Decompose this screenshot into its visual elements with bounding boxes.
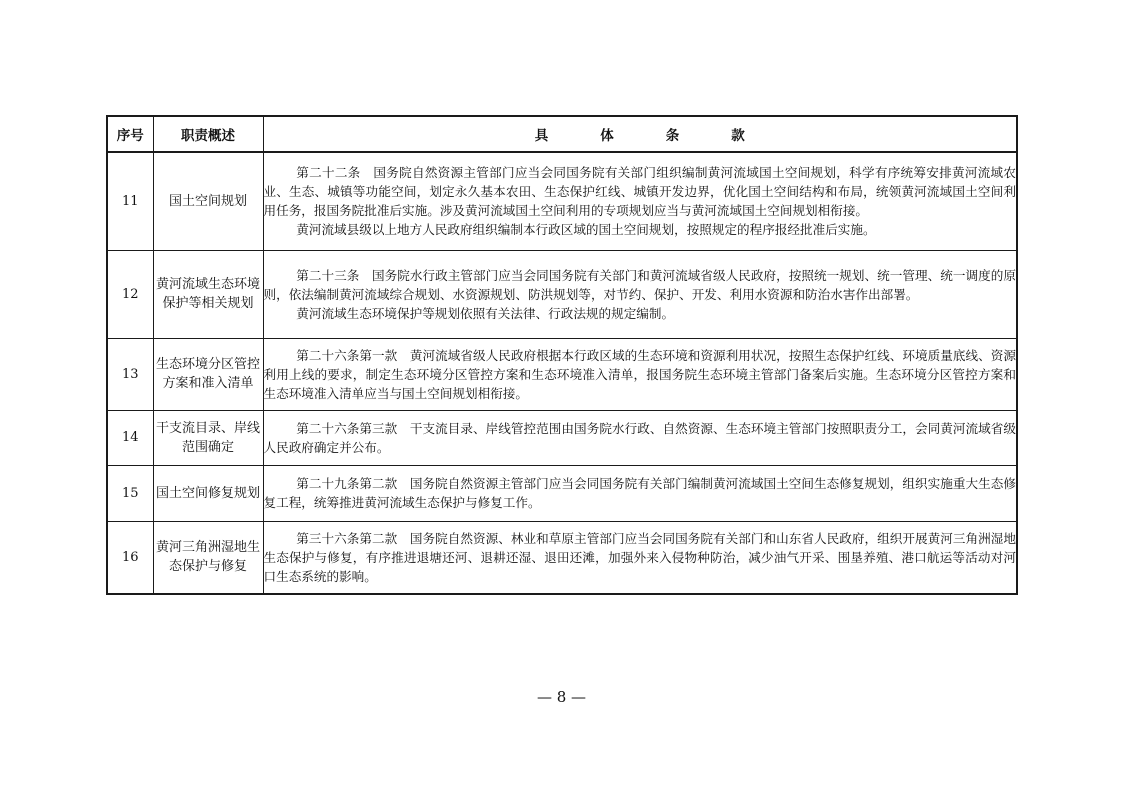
terms-paragraph: 黄河流域县级以上地方人民政府组织编制本行政区域的国土空间规划，按照规定的程序报经批准后实施。 <box>296 222 876 238</box>
row-number: 13 <box>107 338 153 410</box>
terms-paragraph: 第二十六条第一款 黄河流域省级人民政府根据本行政区域的生态环境和资源利用状况，按照生态保护红线、环境质量底线、资源利用上线的要求，制定生态环境分区管控方案和生态环境准入清单，报国务院生态环境主管部门备案后实施。生态环境分区管控方案和生态环境准入清单应当与国土空间规划相衔接。 <box>263 347 1016 401</box>
row-terms <box>263 521 1017 594</box>
table-row <box>107 338 1017 410</box>
table-header-row <box>107 116 1017 152</box>
table-row <box>107 465 1017 521</box>
row-number: 14 <box>107 410 153 465</box>
row-terms <box>263 338 1017 410</box>
table-row <box>107 521 1017 594</box>
header-duty-summary: 职责概述 <box>153 116 263 152</box>
row-duty-summary: 国土空间修复规划 <box>153 465 263 521</box>
header-serial-number: 序号 <box>107 116 153 152</box>
terms-paragraph: 第二十二条 国务院自然资源主管部门应当会同国务院有关部门组织编制黄河流域国土空间规划，科学有序统筹安排黄河流域农业、生态、城镇等功能空间，划定永久基本农田、生态保护红线、城镇开发边界，优化国土空间结构和布局，统领黄河流域国土空间利用任务，报国务院批准后实施。涉及黄河流域国土空间利用的专项规划应当与黄河流域国土空间规划相衔接。 <box>263 165 1016 219</box>
terms-paragraph: 第三十六条第二款 国务院自然资源、林业和草原主管部门应当会同国务院有关部门和山东省人民政府，组织开展黄河三角洲湿地生态保护与修复，有序推进退塘还河、退耕还湿、退田还滩，加强外来入侵物种防治，减少油气开采、围垦养殖、港口航运等活动对河口生态系统的影响。 <box>263 530 1016 584</box>
row-duty-summary: 国土空间规划 <box>153 152 263 250</box>
row-terms <box>263 250 1017 338</box>
page-number: — 8 — <box>536 688 587 706</box>
row-terms <box>263 410 1017 465</box>
terms-paragraph: 黄河流域生态环境保护等规划依照有关法律、行政法规的规定编制。 <box>296 305 675 321</box>
row-terms <box>263 465 1017 521</box>
row-duty-summary: 干支流目录、岸线范围确定 <box>153 410 263 465</box>
row-duty-summary: 黄河流域生态环境保护等相关规划 <box>153 250 263 338</box>
duty-table <box>106 115 1018 595</box>
table-row <box>107 250 1017 338</box>
terms-paragraph: 第二十三条 国务院水行政主管部门应当会同国务院有关部门和黄河流域省级人民政府，按照统一规划、统一管理、统一调度的原则，依法编制黄河流域综合规划、水资源规划、防洪规划等，对节约、保护、开发、利用水资源和防治水害作出部署。 <box>263 267 1016 302</box>
header-specific-terms <box>263 116 1017 152</box>
table-row <box>107 152 1017 250</box>
row-duty-summary: 黄河三角洲湿地生态保护与修复 <box>153 521 263 594</box>
row-terms <box>263 152 1017 250</box>
row-number: 11 <box>107 152 153 250</box>
row-number: 15 <box>107 465 153 521</box>
terms-paragraph: 第二十九条第二款 国务院自然资源主管部门应当会同国务院有关部门编制黄河流域国土空间生态修复规划，组织实施重大生态修复工程，统筹推进黄河流域生态保护与修复工作。 <box>263 476 1016 510</box>
table-row <box>107 410 1017 465</box>
row-duty-summary: 生态环境分区管控方案和准入清单 <box>153 338 263 410</box>
row-number: 12 <box>107 250 153 338</box>
row-number: 16 <box>107 521 153 594</box>
header-specific-terms-label: 具体条款 <box>534 128 797 144</box>
terms-paragraph: 第二十六条第三款 干支流目录、岸线管控范围由国务院水行政、自然资源、生态环境主管部门按照职责分工，会同黄河流域省级人民政府确定并公布。 <box>263 420 1016 455</box>
